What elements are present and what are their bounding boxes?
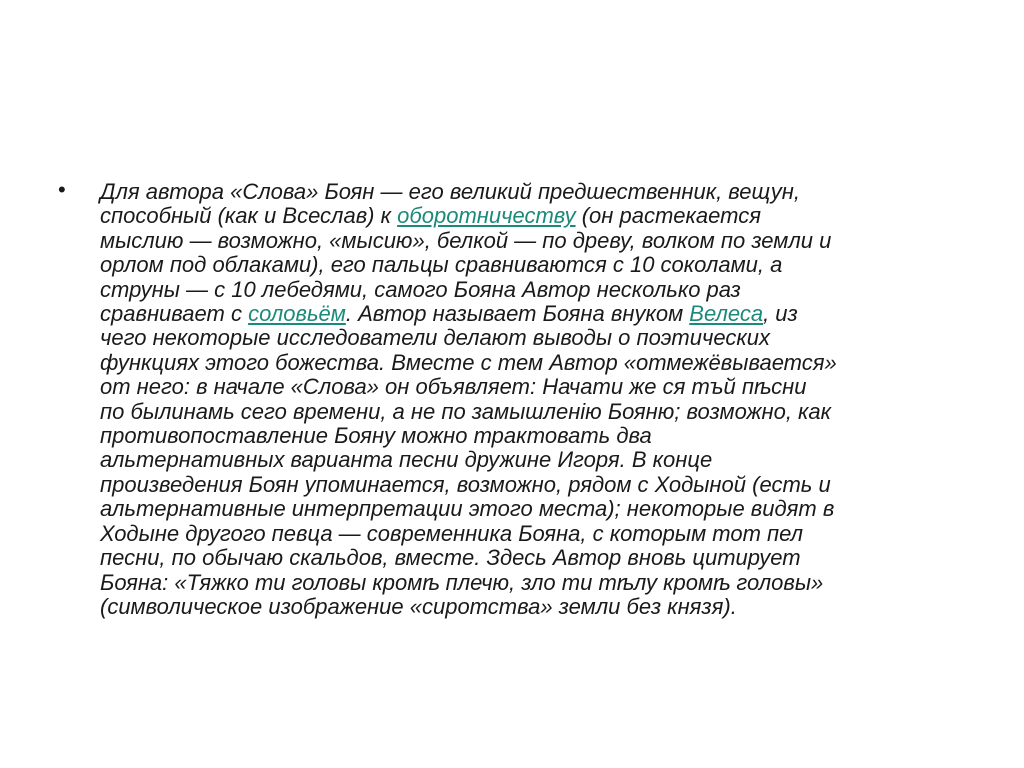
bullet-marker: • bbox=[58, 177, 66, 202]
link-solovyom[interactable]: соловьём bbox=[248, 301, 346, 327]
text-segment: сравнивает с bbox=[100, 301, 249, 327]
bullet-paragraph bbox=[100, 180, 980, 619]
link-oborotnichestvu[interactable]: оборотничеству bbox=[397, 203, 576, 229]
text-line: Ходыне другого певца — современника Бояна, с которым тот пел bbox=[100, 520, 804, 546]
link-velesa[interactable]: Велеса bbox=[689, 301, 764, 327]
text-line: по былинамь сего времени, а не по замышленiю Бояню; возможно, как bbox=[100, 398, 832, 424]
text-line: произведения Боян упоминается, возможно, рядом с Ходыной (есть и bbox=[100, 471, 831, 497]
text-line: функциях этого божества. Вместе с тем Автор «отмежёвывается» bbox=[100, 349, 837, 375]
text-line: чего некоторые исследователи делают выводы о поэтических bbox=[100, 325, 770, 351]
text-line: Для автора «Слова» Боян — его великий предшественник, вещун, bbox=[100, 179, 800, 204]
text-line: песни, по обычаю скальдов, вместе. Здесь Автор вновь цитирует bbox=[100, 545, 801, 571]
text-line: Бояна: «Тяжко ти головы кромѣ плечю, зло ти тѣлу кромѣ головы» bbox=[100, 569, 824, 595]
text-line bbox=[100, 302, 980, 326]
text-line: противопоставление Бояну можно трактовать два bbox=[100, 423, 652, 449]
text-line: мыслию — возможно, «мысию», белкой — по древу, волком по земли и bbox=[100, 227, 832, 253]
text-line: альтернативных варианта песни дружине Игоря. В конце bbox=[100, 447, 713, 473]
text-line: (символическое изображение «сиротства» земли без князя). bbox=[100, 593, 737, 619]
text-segment: (он растекается bbox=[575, 203, 761, 229]
text-line: альтернативные интерпретации этого места); некоторые видят в bbox=[100, 496, 835, 522]
text-line bbox=[100, 204, 980, 228]
text-segment: . Автор называет Бояна внуком bbox=[345, 301, 690, 327]
text-line: орлом под облаками), его пальцы сравниваются с 10 соколами, а bbox=[100, 252, 783, 278]
text-segment: способный (как и Всеслав) к bbox=[100, 203, 398, 229]
text-line: струны — с 10 лебедями, самого Бояна Автор несколько раз bbox=[100, 276, 741, 302]
text-line: от него: в начале «Слова» он объявляет: Начати же ся тъй пѣсни bbox=[100, 374, 807, 400]
text-segment: , из bbox=[763, 301, 798, 327]
